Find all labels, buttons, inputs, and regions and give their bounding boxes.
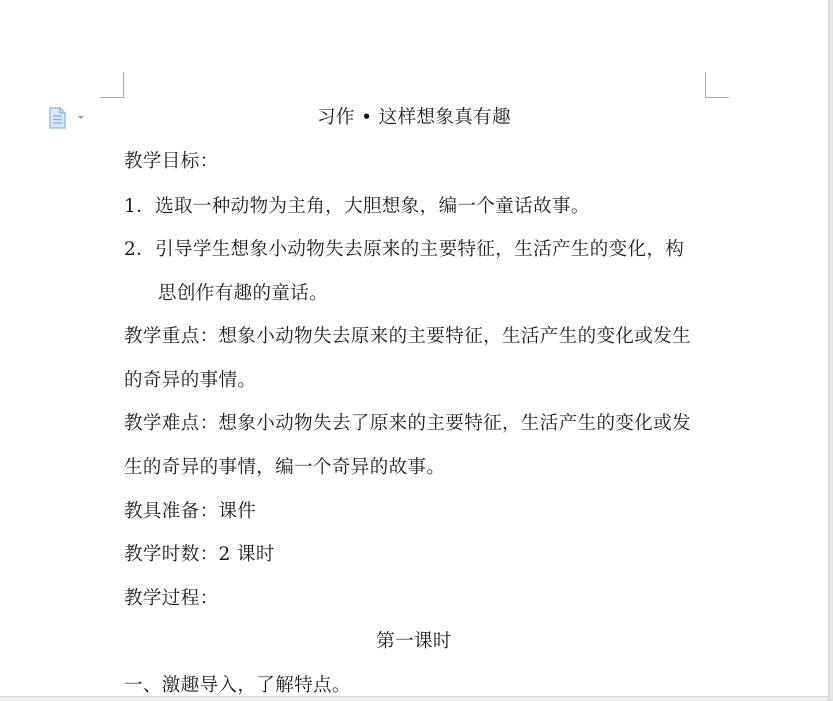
step-1-heading: 一、激趣导入，了解特点。 <box>124 675 351 696</box>
class-hours-line: 教学时数：2 课时 <box>124 544 275 565</box>
teaching-aids-line: 教具准备：课件 <box>124 501 257 522</box>
goal-item-2-continued: 思创作有趣的童话。 <box>158 283 329 304</box>
difficulties-continued: 生的奇异的事情，编一个奇异的故事。 <box>124 457 446 478</box>
crop-mark-top-right <box>705 72 729 98</box>
section-heading: 第一课时 <box>376 631 452 652</box>
document-title: 习作 • 这样想象真有趣 <box>317 107 511 128</box>
crop-mark-top-left <box>100 72 124 98</box>
goal-item-2: 2．引导学生想象小动物失去原来的主要特征，生活产生的变化，构 <box>124 239 685 260</box>
teaching-goals-label: 教学目标： <box>124 151 219 172</box>
difficulties-paragraph: 教学难点：想象小动物失去了原来的主要特征，生活产生的变化或发 <box>124 413 692 434</box>
window-right-edge <box>828 0 833 701</box>
key-points-continued: 的奇异的事情。 <box>124 370 257 391</box>
window-bottom-edge <box>0 696 828 701</box>
key-points-paragraph: 教学重点：想象小动物失去原来的主要特征，生活产生的变化或发生 <box>124 326 692 347</box>
teaching-process-label: 教学过程： <box>124 588 219 609</box>
goal-item-1: 1．选取一种动物为主角，大胆想象，编一个童话故事。 <box>124 196 590 217</box>
